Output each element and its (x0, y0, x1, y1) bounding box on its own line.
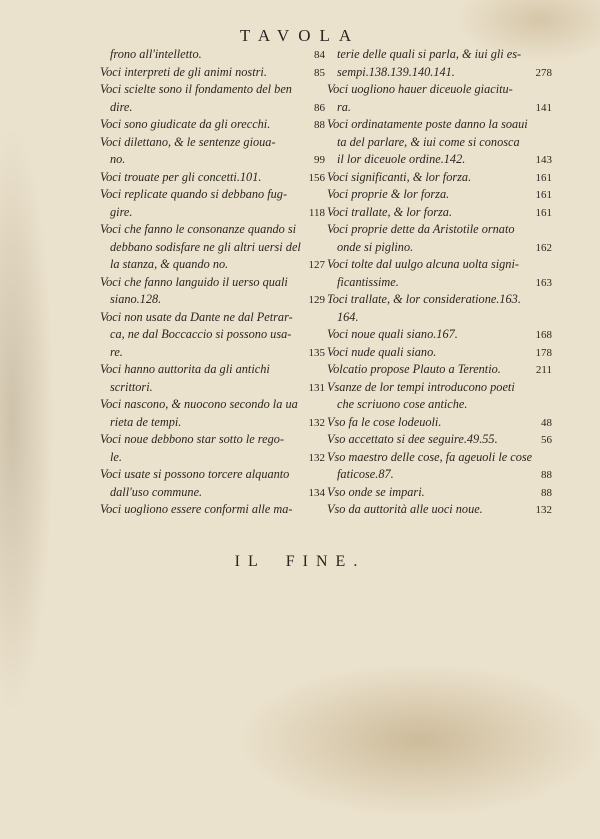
page-number: 132 (308, 451, 325, 464)
entry-text: Voci uogliono hauer diceuole giacitu- (327, 82, 513, 96)
index-entry-line (100, 501, 325, 519)
index-entry-line (100, 99, 325, 117)
page-number: 129 (308, 294, 325, 306)
entry-text: Voci che fanno languido il uerso quali (100, 274, 288, 289)
index-entry-line (100, 134, 325, 152)
page-number: 127 (308, 259, 325, 271)
index-entry-line (327, 99, 552, 117)
index-entry-line (327, 204, 552, 222)
index-entry-line (327, 151, 552, 169)
entry-text: terie delle quali si parla, & iui gli es- (337, 47, 522, 61)
entry-text: siano.128. (110, 292, 162, 306)
index-entry-line (327, 449, 552, 467)
entry-text: Voci trouate per gli concetti.101. (100, 169, 262, 184)
entry-text: Voci significanti, & lor forza. (327, 169, 472, 184)
page-number: 99 (314, 154, 325, 166)
index-entry-line (100, 484, 325, 502)
index-entry-line (327, 274, 552, 292)
index-entry-line (100, 274, 325, 292)
index-entry-line (100, 256, 325, 274)
entry-text: Voci noue debbono star sotto le rego- (100, 432, 284, 446)
entry-text: Toci trallate, & lor consideratione.163. (327, 292, 521, 306)
entry-text: dire. (110, 99, 133, 114)
entry-text: dall'uso commune. (110, 484, 203, 499)
entry-text: le. (110, 449, 122, 464)
index-entry-line (327, 396, 552, 414)
index-entry-line (327, 379, 552, 397)
entry-text: Vso accettato si dee seguire.49.55. (327, 432, 498, 446)
entry-text: no. (110, 152, 126, 166)
page-number: 86 (314, 101, 325, 114)
index-entry-line (100, 169, 325, 187)
index-entry-line (327, 81, 552, 99)
entry-text: Voci usate si possono torcere alquanto (100, 467, 290, 481)
index-entry-line (327, 116, 552, 134)
index-entry-line (100, 396, 325, 414)
entry-text: rieta de tempi. (110, 414, 182, 429)
finis (0, 553, 600, 571)
entry-text: Vso maestro delle cose, fa ageuoli le cose (327, 449, 533, 464)
index-entry-line (327, 291, 552, 309)
page-number: 278 (535, 66, 552, 79)
entry-text: la stanza, & quando no. (110, 257, 229, 271)
entry-text: ficantissime. (337, 274, 399, 289)
index-entry-line (100, 414, 325, 432)
index-entry-line (327, 64, 552, 82)
index-entry-line (100, 309, 325, 327)
entry-text: sempi.138.139.140.141. (337, 64, 455, 79)
entry-text: che scriuono cose antiche. (337, 397, 468, 411)
index-entry-line (327, 309, 552, 327)
page-number: 88 (541, 469, 552, 481)
page-number: 211 (535, 364, 552, 376)
entry-text: Voci proprie & lor forza. (327, 187, 450, 201)
index-entry-line (100, 46, 325, 64)
page-number: 156 (308, 171, 325, 184)
entry-text: re. (110, 344, 123, 359)
running-head: TAVOLA (239, 26, 361, 45)
page-number: 141 (535, 101, 552, 114)
index-entry-line (100, 64, 325, 82)
index-entry-line (100, 116, 325, 134)
index-entry-line (100, 81, 325, 99)
index-entry-line (327, 484, 552, 502)
page-number: 131 (308, 381, 325, 394)
page-number: 118 (308, 206, 325, 219)
page-number: 168 (535, 329, 552, 341)
page-number: 178 (535, 346, 552, 359)
index-entry-line (100, 291, 325, 309)
entry-text: Voci trallate, & lor forza. (327, 204, 453, 219)
page-number: 84 (314, 49, 325, 61)
index-entry-line (100, 361, 325, 379)
index-entry-line (327, 169, 552, 187)
index-entry-line (327, 256, 552, 274)
index-entry-line (100, 449, 325, 467)
index-entry-line (100, 344, 325, 362)
entry-text: Vsanze de lor tempi introducono poeti (327, 379, 515, 394)
entry-text: 164. (337, 309, 359, 324)
page-number: 161 (535, 189, 552, 201)
page-number: 132 (535, 504, 552, 516)
finis-word: IL (234, 553, 266, 570)
entry-text: Voci hanno auttorita da gli antichi (100, 362, 270, 376)
page-number: 132 (308, 416, 325, 429)
entry-text: ca, ne dal Boccaccio si possono usa- (110, 327, 292, 341)
page-number: 88 (541, 486, 552, 499)
index-entry-line (100, 186, 325, 204)
page-number: 162 (535, 241, 552, 254)
page-number: 161 (535, 206, 552, 219)
index-entry-line (100, 431, 325, 449)
page-number: 56 (541, 434, 552, 446)
entry-text: Vso fa le cose lodeuoli. (327, 414, 442, 429)
entry-text: Voci dilettano, & le sentenze gioua- (100, 134, 276, 149)
index-entry-line (327, 466, 552, 484)
index-entry-line (100, 466, 325, 484)
index-entry-line (327, 501, 552, 519)
entry-text: Vso da auttorità alle uoci noue. (327, 502, 483, 516)
entry-text: scrittori. (110, 379, 153, 394)
finis-word: FINE. (285, 553, 366, 570)
index-entry-line (327, 361, 552, 379)
entry-text: faticose.87. (337, 467, 394, 481)
entry-text: gire. (110, 204, 133, 219)
index-entry-line (100, 221, 325, 239)
page-number: 161 (535, 171, 552, 184)
entry-text: Vso onde se impari. (327, 484, 425, 499)
entry-text: Voci replicate quando si debbano fug- (100, 187, 288, 201)
page-number: 85 (314, 66, 325, 79)
index-column-left (100, 46, 325, 519)
entry-text: debbano sodisfare ne gli altri uersi del (110, 239, 301, 254)
entry-text: Voci scielte sono il fondamento del ben (100, 82, 292, 96)
entry-text: Voci tolte dal uulgo alcuna uolta signi- (327, 257, 519, 271)
page-number: 48 (541, 416, 552, 429)
index-entry-line (327, 239, 552, 257)
entry-text: il lor diceuole ordine.142. (337, 152, 466, 166)
index-entry-line (327, 221, 552, 239)
entry-text: Voci uogliono essere conformi alle ma- (100, 502, 293, 516)
index-entry-line (100, 379, 325, 397)
entry-text: Voci sono giudicate da gli orecchi. (100, 117, 271, 131)
page-number: 135 (308, 346, 325, 359)
index-entry-line (327, 134, 552, 152)
page-number: 143 (535, 154, 552, 166)
entry-text: Voci noue quali siano.167. (327, 327, 458, 341)
entry-text: Voci proprie dette da Aristotile ornato (327, 222, 515, 236)
index-column-right (327, 46, 552, 519)
index-entry-line (100, 326, 325, 344)
entry-text: onde si piglino. (337, 239, 414, 254)
index-entry-line (327, 326, 552, 344)
index-entry-line (327, 431, 552, 449)
entry-text: frono all'intelletto. (110, 47, 202, 61)
page-number: 163 (535, 276, 552, 289)
index-entry-line (327, 46, 552, 64)
index-entry-line (100, 239, 325, 257)
page-number: 88 (314, 119, 325, 131)
page-number: 134 (308, 486, 325, 499)
entry-text: Voci non usate da Dante ne dal Petrar- (100, 309, 293, 324)
index-entry-line (100, 151, 325, 169)
index-entry-line (327, 186, 552, 204)
index-entry-line (327, 344, 552, 362)
entry-text: Voci nascono, & nuocono secondo la ua (100, 397, 298, 411)
entry-text: Voci nude quali siano. (327, 344, 437, 359)
entry-text: ta del parlare, & iui come si conosca (337, 134, 520, 149)
entry-text: Voci che fanno le consonanze quando si (100, 222, 297, 236)
entry-text: Voci interpreti de gli animi nostri. (100, 64, 267, 79)
index-entry-line (100, 204, 325, 222)
entry-text: ra. (337, 99, 352, 114)
entry-text: Voci ordinatamente poste danno la soaui (327, 117, 528, 131)
index-entry-line (327, 414, 552, 432)
entry-text: Volcatio propose Plauto a Terentio. (327, 362, 501, 376)
